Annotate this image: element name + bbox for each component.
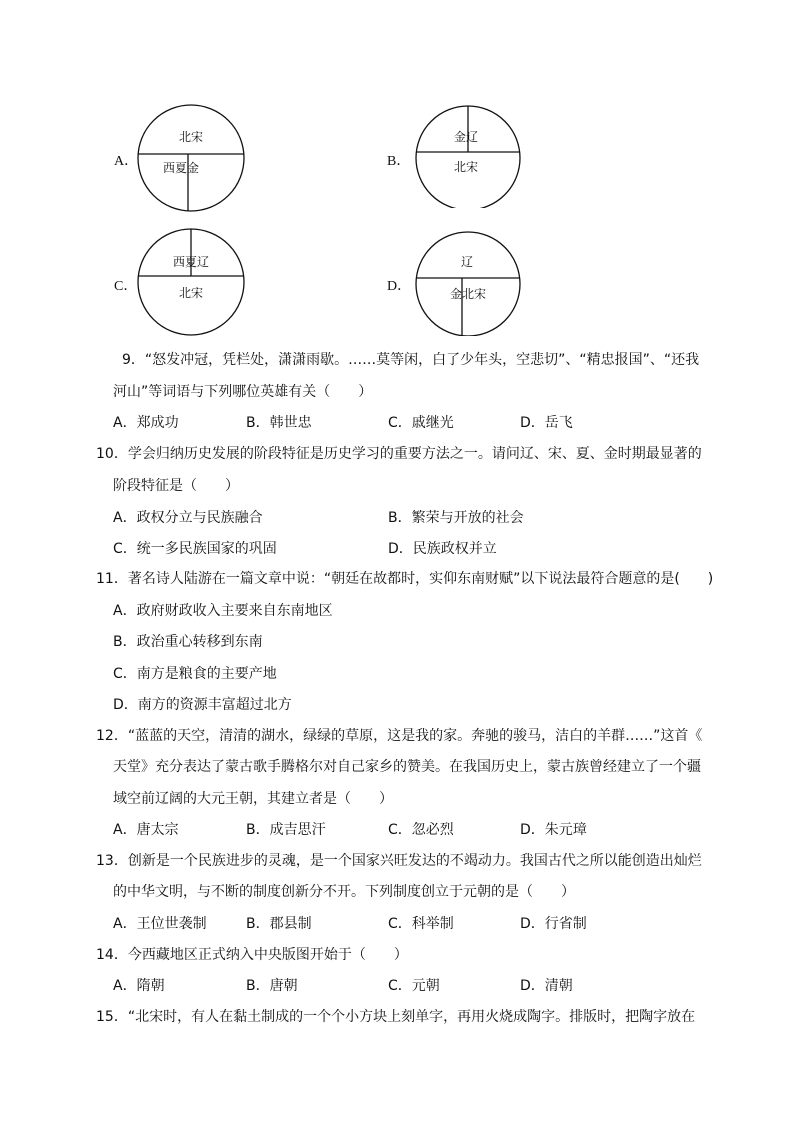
option-letter-a: A． xyxy=(114,154,139,169)
diagram-b-bottom-label: 北宋 xyxy=(454,160,479,174)
question-13-option-c[interactable]: C．科举制 xyxy=(388,916,454,932)
option-letter-c: C． xyxy=(114,279,138,294)
diagram-d-top-label: 辽 xyxy=(461,255,474,269)
question-13-option-a[interactable]: A．王位世袭制 xyxy=(113,916,207,932)
diagram-c-bottom-label: 北宋 xyxy=(179,286,204,300)
question-11-line-1: 11．著名诗人陆游在一篇文章中说：“朝廷在故都时，实仰东南财赋”以下说法最符合题意的是( ) xyxy=(96,571,714,587)
pie-diagram-a-graphic xyxy=(137,104,245,212)
question-14-line-1: 14．今西藏地区正式纳入中央版图开始于（ ） xyxy=(96,947,408,963)
pie-diagram-b-graphic xyxy=(414,100,522,208)
question-10-line-2: 阶段特征是（ ） xyxy=(113,478,239,494)
question-12-line-1: 12．“蓝蓝的天空，清清的湖水，绿绿的草原，这是我的家。奔驰的骏马，洁白的羊群……”这首《 xyxy=(96,728,703,744)
question-14-option-c[interactable]: C．元朝 xyxy=(388,978,440,994)
question-14-option-b[interactable]: B．唐朝 xyxy=(246,978,298,994)
question-10-option-c[interactable]: C．统一多民族国家的巩固 xyxy=(113,541,277,557)
diagram-d-bottom-label: 金北宋 xyxy=(450,287,487,301)
pie-diagram-b[interactable] xyxy=(414,100,522,208)
question-11-option-b[interactable]: B．政治重心转移到东南 xyxy=(113,634,263,650)
diagram-a-bottom-label: 西夏金 xyxy=(163,161,200,175)
question-9-option-c[interactable]: C．戚继光 xyxy=(388,415,454,431)
diagram-c-top-label: 西夏辽 xyxy=(173,255,210,269)
question-14-option-d[interactable]: D．清朝 xyxy=(520,978,573,994)
question-12-option-d[interactable]: D．朱元璋 xyxy=(520,822,587,838)
question-10-option-b[interactable]: B．繁荣与开放的社会 xyxy=(388,510,524,526)
question-11-option-d[interactable]: D．南方的资源丰富超过北方 xyxy=(113,697,292,713)
pie-diagram-c[interactable] xyxy=(137,228,245,336)
pie-diagram-d-graphic xyxy=(414,228,522,336)
question-14-option-a[interactable]: A．隋朝 xyxy=(113,978,165,994)
question-12-option-a[interactable]: A．唐太宗 xyxy=(113,822,179,838)
option-letter-d: D． xyxy=(387,279,412,294)
option-letter-b: B． xyxy=(387,154,411,169)
question-9-option-a[interactable]: A．郑成功 xyxy=(113,415,179,431)
question-15-line-1: 15．“北宋时，有人在黏土制成的一个个小方块上刻单字，再用火烧成陶字。排版时，把陶字放在 xyxy=(96,1009,696,1025)
diagram-a-top-label: 北宋 xyxy=(179,130,204,144)
question-12-option-c[interactable]: C．忽必烈 xyxy=(388,822,454,838)
question-12-line-3: 域空前辽阔的大元王朝，其建立者是（ ） xyxy=(113,791,393,807)
diagram-b-top-label: 金辽 xyxy=(454,130,479,144)
question-10-option-d[interactable]: D．民族政权并立 xyxy=(388,541,497,557)
question-13-option-b[interactable]: B．郡县制 xyxy=(246,916,312,932)
question-10-line-1: 10．学会归纳历史发展的阶段特征是历史学习的重要方法之一。请问辽、宋、夏、金时期最显著的 xyxy=(96,446,702,462)
question-12-line-2: 天堂》充分表达了蒙古歌手腾格尔对自己家乡的赞美。在我国历史上，蒙古族曾经建立了一个疆 xyxy=(113,759,701,775)
question-13-line-1: 13．创新是一个民族进步的灵魂，是一个国家兴旺发达的不竭动力。我国古代之所以能创造出灿烂 xyxy=(96,853,702,869)
question-12-option-b[interactable]: B．成吉思汗 xyxy=(246,822,326,838)
question-13-option-d[interactable]: D．行省制 xyxy=(520,916,587,932)
question-9-option-d[interactable]: D．岳飞 xyxy=(520,415,573,431)
question-11-option-a[interactable]: A．政府财政收入主要来自东南地区 xyxy=(113,603,333,619)
question-9-line-1: 9．“怒发冲冠，凭栏处，潇潇雨歇。……莫等闲，白了少年头，空悲切”、“精忠报国”、“还我 xyxy=(122,352,700,368)
question-9-line-2: 河山”等词语与下列哪位英雄有关（ ） xyxy=(113,384,373,400)
pie-diagram-a[interactable] xyxy=(137,104,245,212)
pie-diagram-d[interactable] xyxy=(414,228,522,336)
question-10-option-a[interactable]: A．政权分立与民族融合 xyxy=(113,510,263,526)
pie-diagram-c-graphic xyxy=(137,228,245,336)
question-11-option-c[interactable]: C．南方是粮食的主要产地 xyxy=(113,666,277,682)
question-9-option-b[interactable]: B．韩世忠 xyxy=(246,415,312,431)
question-13-line-2: 的中华文明，与不断的制度创新分不开。下列制度创立于元朝的是（ ） xyxy=(113,884,575,900)
